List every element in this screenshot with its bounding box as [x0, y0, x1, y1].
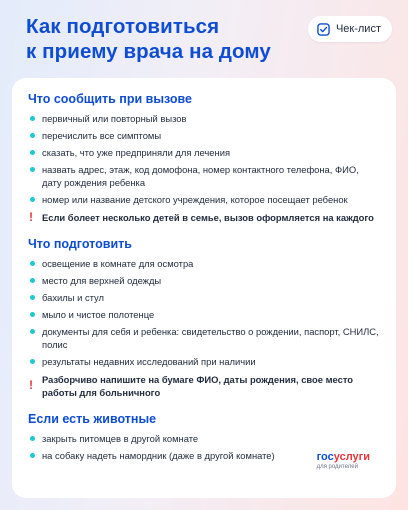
list-item: документы для себя и ребенка: свидетельство о рождении, паспорт, СНИЛС, полис	[28, 325, 380, 351]
list-item: на собаку надеть намордник (даже в другой комнате)	[28, 449, 380, 462]
warning-note	[28, 211, 380, 224]
checklist-badge[interactable]	[308, 16, 392, 42]
list-item: мыло и чистое полотенце	[28, 308, 380, 321]
checklist-badge-label: Чек-лист	[335, 23, 381, 35]
item-list	[28, 257, 380, 368]
list-item: место для верхней одежды	[28, 274, 380, 287]
section-prepare	[28, 237, 380, 399]
checkbox-icon	[317, 23, 330, 36]
warning-note-text: Разборчиво напишите на бумаге ФИО, даты рождения, свое место работы для больничного	[42, 374, 354, 398]
item-list	[28, 112, 380, 206]
warning-note	[28, 373, 380, 399]
list-item: перечислить все симптомы	[28, 129, 380, 142]
exclamation-icon: !	[29, 210, 33, 224]
logo-part-uslugi: услуги	[333, 451, 370, 463]
checklist-card	[12, 78, 396, 498]
section-call	[28, 92, 380, 224]
page-title: Как подготовиться к приему врача на дому	[26, 15, 271, 63]
warning-note-text: Если болеет несколько детей в семье, вызов оформляется на каждого	[42, 212, 374, 223]
list-item: назвать адрес, этаж, код домофона, номер контактного телефона, ФИО, дату рождения ребенка	[28, 163, 380, 189]
list-item: бахилы и стул	[28, 291, 380, 304]
list-item: первичный или повторный вызов	[28, 112, 380, 125]
list-item: номер или название детского учреждения, которое посещает ребенок	[28, 193, 380, 206]
section-title: Если есть животные	[28, 412, 157, 426]
logo-subtitle: для родителей	[316, 464, 358, 470]
list-item: освещение в комнате для осмотра	[28, 257, 380, 270]
section-title: Что сообщить при вызове	[28, 92, 193, 106]
logo-part-gos: гос	[316, 451, 334, 463]
list-item: закрыть питомцев в другой комнате	[28, 432, 380, 445]
list-item: результаты недавних исследований при наличии	[28, 355, 380, 368]
gosuslugi-logo	[317, 452, 370, 470]
list-item: сказать, что уже предприняли для лечения	[28, 146, 380, 159]
exclamation-icon: !	[29, 378, 33, 392]
section-title: Что подготовить	[28, 237, 132, 251]
